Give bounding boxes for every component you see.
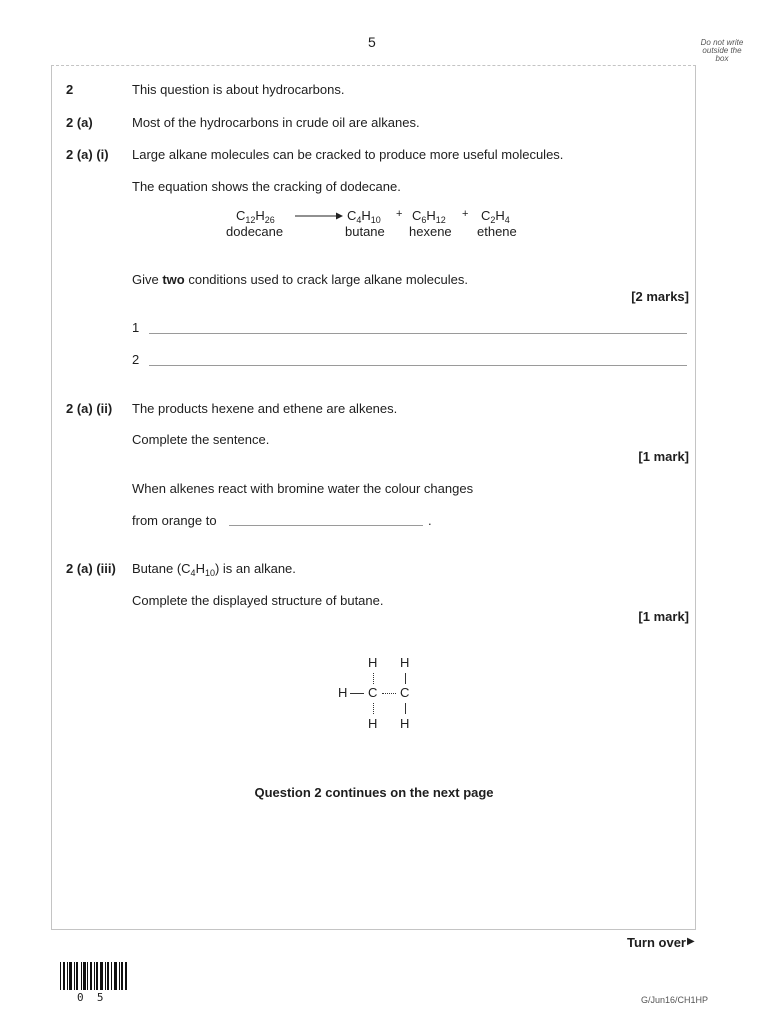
margin-note [690,39,754,63]
question-2aiii-instruction: Complete the displayed structure of butane. [132,593,384,608]
margin-note-line-2: outside the [702,46,742,55]
question-2ai-task: Give two conditions used to crack large alkane molecules. [132,272,468,287]
question-2aiii-text: Butane $(C_4H_{10})$ is an alkane. [132,561,296,578]
atom-h-left: H [338,685,348,700]
product1-name: butane [345,224,385,239]
bond-middle [382,693,396,694]
bond-left [350,693,364,694]
bond-top-left [373,673,374,684]
bond-bottom-right [405,703,406,714]
question-2aiii-marks: [1 mark] [638,609,689,624]
reactant-formula: $C_{12}H_{26}$ [236,208,275,225]
atom-h-bottom-right: H [400,716,410,731]
bond-top-right [405,673,406,684]
colour-answer-line[interactable] [229,525,423,526]
question-2a-text: Most of the hydrocarbons in crude oil are alkanes. [132,115,420,130]
atom-h-bottom-left: H [368,716,378,731]
question-2aii-marks: [1 mark] [638,449,689,464]
sentence-full-stop: . [428,513,432,528]
turn-over-label: Turn over [627,935,686,950]
plus-2: + [462,208,469,220]
atom-h-top-right: H [400,655,410,670]
question-2ai-number: 2 (a) (i) [66,147,109,162]
product2-formula: $C_6H_{12}$ [412,208,446,225]
question-intro: This question is about hydrocarbons. [132,82,345,97]
product3-name: ethene [477,224,517,239]
barcode-icon [60,962,128,992]
page-number: 5 [368,34,376,50]
question-2ai-marks: [2 marks] [631,289,689,304]
product1-formula: $C_4H_{10}$ [347,208,381,225]
question-2aii-number: 2 (a) (ii) [66,401,113,416]
barcode-digits: 0 5 [77,991,104,1004]
answer-line-2-label: 2 [132,352,140,367]
question-2aii-instruction: Complete the sentence. [132,432,270,447]
question-2ai-text: Large alkane molecules can be cracked to produce more useful molecules. [132,147,564,162]
margin-note-line-3: box [715,54,729,63]
continues-note: Question 2 continues on the next page [254,785,494,800]
answer-line-1[interactable] [149,333,687,334]
paper-code: G/Jun16/CH1HP [640,995,708,1005]
question-2aii-text: The products hexene and ethene are alkenes. [132,401,398,416]
equation-intro: The equation shows the cracking of dodecane. [132,179,401,194]
question-number: 2 [66,82,74,97]
answer-line-1-label: 1 [132,320,140,335]
reactant-name: dodecane [226,224,284,239]
question-2aii-sentence-1: When alkenes react with bromine water the colour changes [132,481,474,496]
question-2aii-sentence-2: from orange to [132,513,217,528]
plus-1: + [396,208,403,220]
atom-c-1: C [368,685,378,700]
reaction-arrow-icon [294,210,344,222]
margin-note-line-1: Do not write [700,38,744,47]
answer-box-border [51,65,696,930]
bond-bottom-left [373,703,374,714]
question-2aiii-number: 2 (a) (iii) [66,561,116,576]
atom-h-top-left: H [368,655,378,670]
turn-over-arrow-icon: ▶ [687,936,695,947]
product3-formula: $C_2H_4$ [481,208,510,225]
question-2a-number: 2 (a) [66,115,93,130]
answer-line-2[interactable] [149,365,687,366]
atom-c-2: C [400,685,410,700]
product2-name: hexene [409,224,452,239]
